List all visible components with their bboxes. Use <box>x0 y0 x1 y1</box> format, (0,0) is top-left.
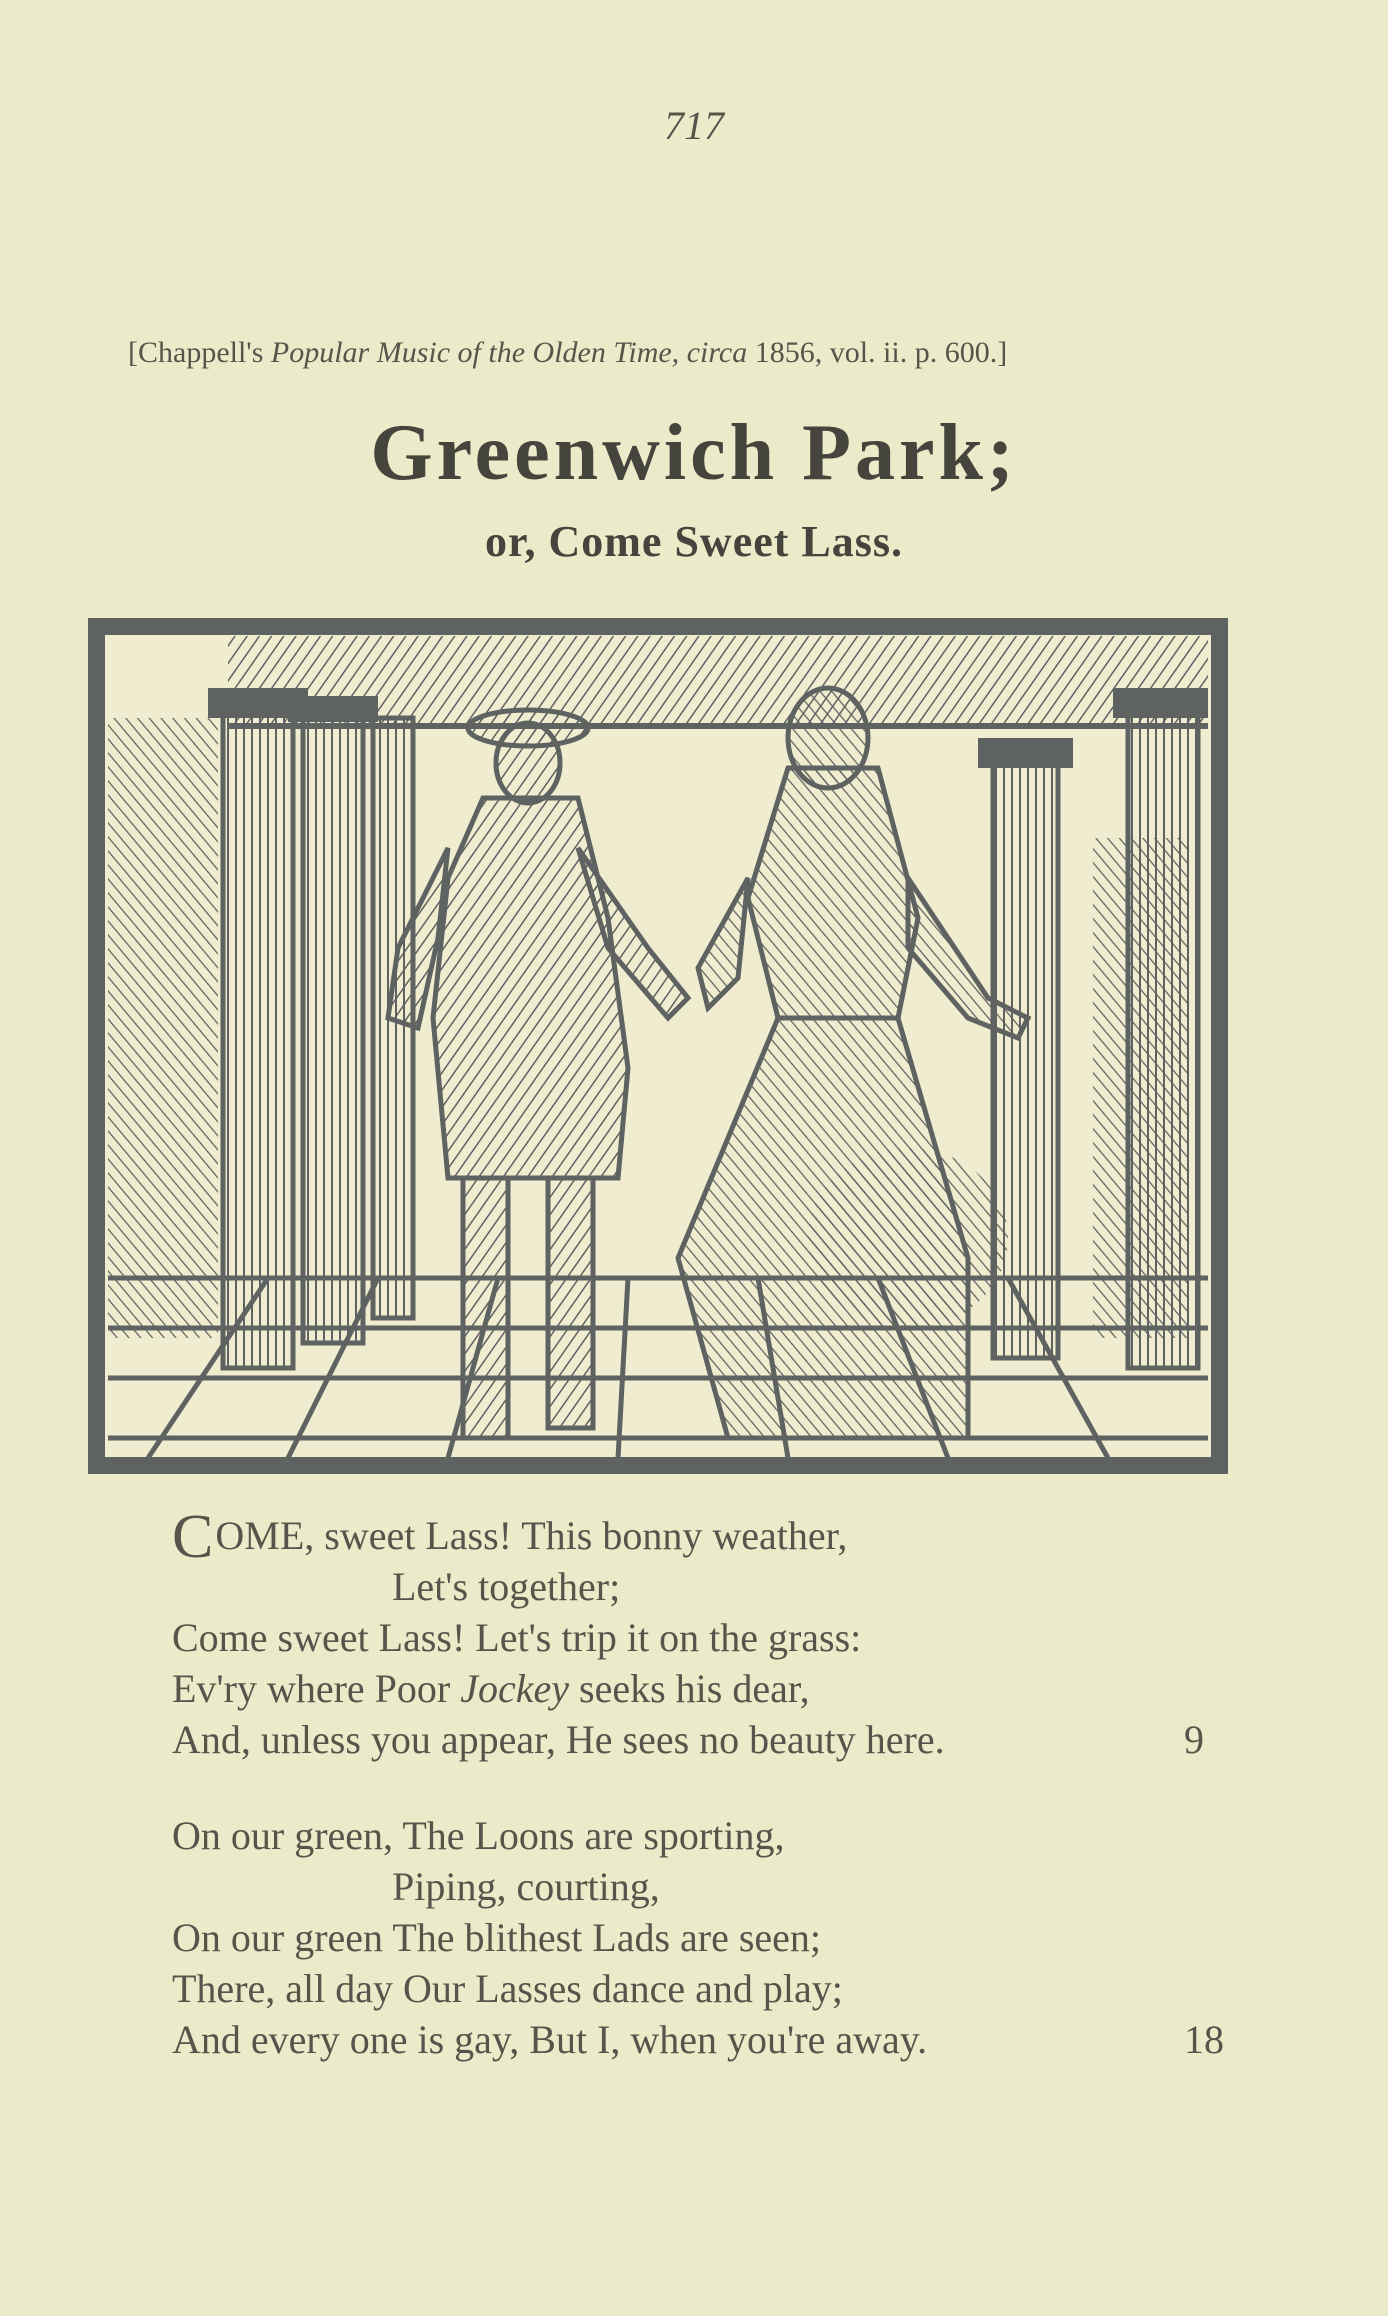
poem-line <box>172 1714 1232 1765</box>
citation-circa: circa <box>679 336 748 369</box>
page-number: 717 <box>664 103 724 148</box>
line-number: 9 <box>1184 1717 1204 1762</box>
poem-name-jockey: Jockey <box>460 1666 570 1711</box>
poem-line: On our green, The Loons are sporting, <box>172 1813 785 1858</box>
drop-cap: C <box>172 1503 214 1571</box>
ballad-subtitle: or, Come Sweet Lass. <box>485 517 903 566</box>
source-citation <box>128 336 1188 370</box>
citation-prefix: [Chappell's <box>128 336 271 369</box>
poem-line <box>172 1503 1232 1571</box>
stanza-2 <box>172 1810 1232 2065</box>
woodcut-illustration <box>88 618 1228 1474</box>
poem-line-text: And, unless you appear, He sees no beauty here. <box>172 1717 945 1762</box>
poem-line-text: Ev'ry where Poor <box>172 1666 461 1711</box>
poem-line: Come sweet Lass! Let's trip it on the grass: <box>172 1615 862 1660</box>
poem <box>172 1503 1232 2065</box>
citation-suffix: 1856, vol. ii. p. 600.] <box>747 336 1008 369</box>
poem-line: Piping, courting, <box>392 1864 660 1909</box>
line-number: 18 <box>1184 2017 1224 2062</box>
stanza-1 <box>172 1503 1232 1765</box>
poem-line-text: And every one is gay, But I, when you're away. <box>172 2017 928 2062</box>
poem-line <box>172 1663 1232 1714</box>
poem-line-text: seeks his dear, <box>569 1666 810 1711</box>
poem-line <box>172 2014 1232 2065</box>
poem-line: On our green The blithest Lads are seen; <box>172 1915 822 1960</box>
stanza-gap <box>172 1765 1232 1810</box>
citation-title: Popular Music of the Olden Time, <box>270 336 680 369</box>
poem-line: There, all day Our Lasses dance and play; <box>172 1966 843 2011</box>
poem-line-text: OME, sweet Lass! This bonny weather, <box>215 1513 848 1558</box>
poem-line: Let's together; <box>392 1564 621 1609</box>
ballad-title: Greenwich Park; <box>370 409 1018 497</box>
